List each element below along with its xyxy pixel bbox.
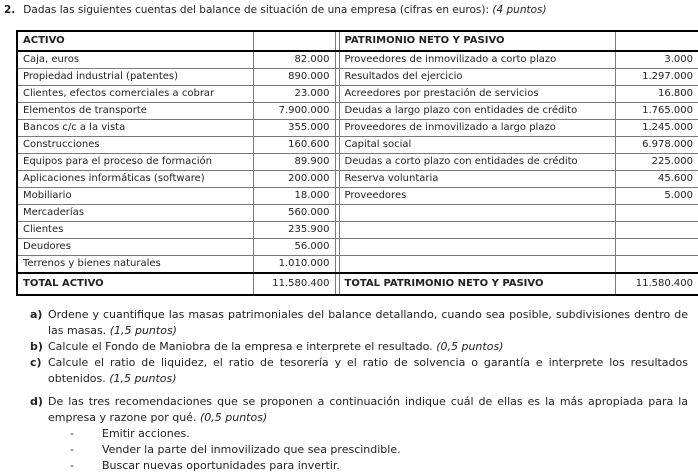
activo-amount: 1.010.000 xyxy=(253,256,335,274)
pasivo-account: Deudas a largo plazo con entidades de crédito xyxy=(339,103,615,120)
pasivo-amount xyxy=(615,256,698,274)
pasivo-amount: 1.245.000 xyxy=(615,120,698,137)
option-emitir-acciones xyxy=(48,426,688,442)
balance-sheet-table xyxy=(16,30,698,296)
activo-amount: 23.000 xyxy=(253,86,335,103)
total-pasivo-amount: 11.580.400 xyxy=(615,273,698,295)
activo-amount-header xyxy=(253,31,335,51)
activo-account: Caja, euros xyxy=(17,51,253,69)
pasivo-account xyxy=(339,256,615,274)
pasivo-amount: 5.000 xyxy=(615,188,698,205)
activo-account: Elementos de transporte xyxy=(17,103,253,120)
pasivo-account: Capital social xyxy=(339,137,615,154)
task-b xyxy=(30,339,688,355)
balance-total-row xyxy=(17,273,698,295)
pasivo-account xyxy=(339,205,615,222)
option-text: Buscar nuevas oportunidades para invertir. xyxy=(102,459,340,472)
option-text: Vender la parte del inmovilizado que sea prescindible. xyxy=(102,443,401,456)
task-d-options xyxy=(48,426,688,474)
pasivo-account: Reserva voluntaria xyxy=(339,171,615,188)
task-d-points: (0,5 puntos) xyxy=(199,411,268,424)
activo-amount: 890.000 xyxy=(253,69,335,86)
pasivo-account xyxy=(339,222,615,239)
task-a-text: Ordene y cuantifique las masas patrimoniales del balance detallando, cuando sea posible, subdivisiones dentro de las masas. xyxy=(48,308,688,337)
activo-amount: 7.900.000 xyxy=(253,103,335,120)
balance-row xyxy=(17,69,698,86)
task-a xyxy=(30,307,688,339)
activo-amount: 18.000 xyxy=(253,188,335,205)
bullet-dash: - xyxy=(70,459,74,472)
balance-row xyxy=(17,51,698,69)
activo-account: Mobiliario xyxy=(17,188,253,205)
pasivo-amount: 1.765.000 xyxy=(615,103,698,120)
task-d-label: d) xyxy=(30,395,43,408)
pasivo-header: PATRIMONIO NETO Y PASIVO xyxy=(339,31,615,51)
balance-row xyxy=(17,222,698,239)
pasivo-amount xyxy=(615,222,698,239)
activo-amount: 89.900 xyxy=(253,154,335,171)
task-b-points: (0,5 puntos) xyxy=(436,340,504,353)
question-points: (4 puntos) xyxy=(492,4,547,16)
task-list xyxy=(30,307,688,474)
balance-row xyxy=(17,137,698,154)
task-b-body xyxy=(48,339,688,355)
balance-row xyxy=(17,103,698,120)
task-d xyxy=(30,394,688,474)
pasivo-amount: 16.800 xyxy=(615,86,698,103)
task-c-points: (1,5 puntos) xyxy=(109,372,177,385)
task-d-body xyxy=(48,394,688,474)
option-buscar-oportunidades xyxy=(48,458,688,474)
activo-account: Deudores xyxy=(17,239,253,256)
pasivo-amount: 45.600 xyxy=(615,171,698,188)
pasivo-account xyxy=(339,239,615,256)
balance-row xyxy=(17,154,698,171)
activo-amount: 560.000 xyxy=(253,205,335,222)
task-c-label: c) xyxy=(30,356,42,369)
activo-account: Equipos para el proceso de formación xyxy=(17,154,253,171)
balance-row xyxy=(17,171,698,188)
balance-row xyxy=(17,86,698,103)
pasivo-account: Proveedores xyxy=(339,188,615,205)
task-c-text: Calcule el ratio de liquidez, el ratio de tesorería y el ratio de solvencia o garantía e interprete los resultados obtenidos. xyxy=(48,356,688,385)
question-text: Dadas las siguientes cuentas del balance de situación de una empresa (cifras en euros): xyxy=(23,4,490,16)
pasivo-account: Resultados del ejercicio xyxy=(339,69,615,86)
balance-row xyxy=(17,205,698,222)
balance-row xyxy=(17,120,698,137)
bullet-dash: - xyxy=(70,427,74,440)
balance-row xyxy=(17,239,698,256)
bullet-dash: - xyxy=(70,443,74,456)
pasivo-amount xyxy=(615,239,698,256)
activo-account: Clientes, efectos comerciales a cobrar xyxy=(17,86,253,103)
activo-amount: 160.600 xyxy=(253,137,335,154)
activo-amount: 56.000 xyxy=(253,239,335,256)
activo-header: ACTIVO xyxy=(17,31,253,51)
balance-row xyxy=(17,256,698,274)
activo-account: Propiedad industrial (patentes) xyxy=(17,69,253,86)
activo-account: Clientes xyxy=(17,222,253,239)
activo-account: Construcciones xyxy=(17,137,253,154)
total-activo-label: TOTAL ACTIVO xyxy=(17,273,253,295)
pasivo-account: Proveedores de inmovilizado a largo plazo xyxy=(339,120,615,137)
task-a-points: (1,5 puntos) xyxy=(109,324,177,337)
activo-amount: 82.000 xyxy=(253,51,335,69)
task-b-label: b) xyxy=(30,340,43,353)
task-b-text: Calcule el Fondo de Maniobra de la empresa e interprete el resultado. xyxy=(48,340,433,353)
task-a-label: a) xyxy=(30,308,43,321)
pasivo-account: Proveedores de inmovilizado a corto plazo xyxy=(339,51,615,69)
task-a-body xyxy=(48,307,688,339)
total-activo-amount: 11.580.400 xyxy=(253,273,335,295)
option-text: Emitir acciones. xyxy=(102,427,190,440)
pasivo-amount: 6.978.000 xyxy=(615,137,698,154)
pasivo-amount-header xyxy=(615,31,698,51)
pasivo-amount: 225.000 xyxy=(615,154,698,171)
pasivo-amount: 3.000 xyxy=(615,51,698,69)
pasivo-account: Deudas a corto plazo con entidades de crédito xyxy=(339,154,615,171)
activo-account: Bancos c/c a la vista xyxy=(17,120,253,137)
pasivo-amount: 1.297.000 xyxy=(615,69,698,86)
balance-header-row xyxy=(17,31,698,51)
option-vender-inmovilizado xyxy=(48,442,688,458)
question-number: 2. xyxy=(4,4,16,16)
task-d-text: De las tres recomendaciones que se proponen a continuación indique cuál de ellas es la más apropiada para la empresa y razone por qué. xyxy=(48,395,688,424)
total-pasivo-label: TOTAL PATRIMONIO NETO Y PASIVO xyxy=(339,273,615,295)
task-c-body xyxy=(48,355,688,387)
pasivo-account: Acreedores por prestación de servicios xyxy=(339,86,615,103)
activo-amount: 355.000 xyxy=(253,120,335,137)
activo-account: Terrenos y bienes naturales xyxy=(17,256,253,274)
activo-account: Aplicaciones informáticas (software) xyxy=(17,171,253,188)
activo-amount: 200.000 xyxy=(253,171,335,188)
question-title xyxy=(4,4,694,17)
activo-amount: 235.900 xyxy=(253,222,335,239)
task-c xyxy=(30,355,688,387)
balance-row xyxy=(17,188,698,205)
activo-account: Mercaderías xyxy=(17,205,253,222)
pasivo-amount xyxy=(615,205,698,222)
